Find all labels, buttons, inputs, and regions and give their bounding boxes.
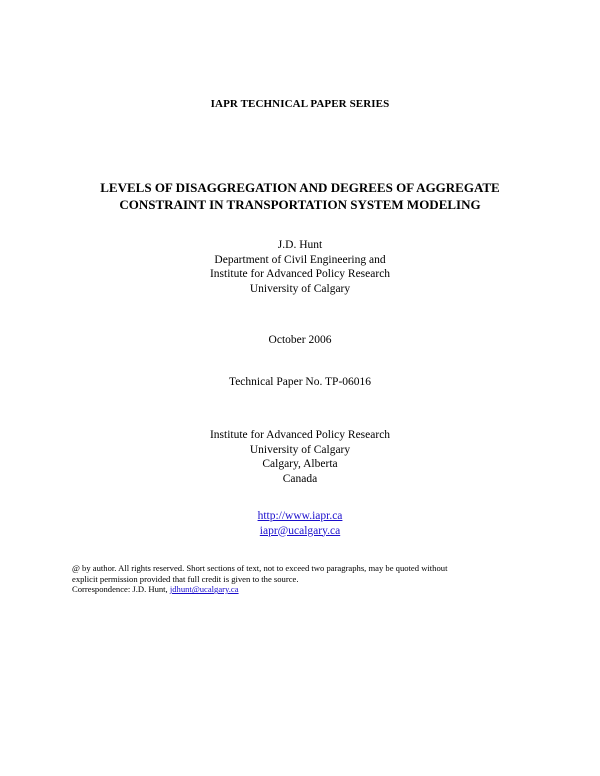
- copyright-footer: [72, 563, 542, 595]
- author-name: J.D. Hunt: [277, 239, 323, 251]
- institution-name: Institute for Advanced Policy Research: [209, 429, 391, 441]
- author-block: [0, 238, 600, 296]
- author-institute: Institute for Advanced Policy Research: [209, 268, 391, 280]
- institution-block: [0, 428, 600, 486]
- correspondence-prefix: Correspondence: J.D. Hunt,: [72, 584, 170, 595]
- author-department: Department of Civil Engineering and: [214, 253, 386, 266]
- title-line-1: LEVELS OF DISAGGREGATION AND DEGREES OF AGGREGATE: [100, 180, 500, 195]
- copyright-line-2: explicit permission provided that full credit is given to the source.: [72, 573, 299, 584]
- institution-country: Canada: [282, 472, 318, 485]
- institution-university: University of Calgary: [249, 443, 351, 456]
- website-link[interactable]: http://www.iapr.ca: [257, 510, 343, 522]
- contact-links: [0, 509, 600, 538]
- copyright-line-1: @ by author. All rights reserved. Short sections of text, not to exceed two paragraphs, may be quoted without: [72, 563, 448, 573]
- series-heading: IAPR TECHNICAL PAPER SERIES: [210, 98, 390, 110]
- institution-city: Calgary, Alberta: [262, 458, 338, 470]
- author-university: University of Calgary: [249, 282, 351, 295]
- paper-number: Technical Paper No. TP-06016: [228, 376, 372, 388]
- email-link[interactable]: iapr@ucalgary.ca: [259, 524, 341, 537]
- correspondence-email-link[interactable]: jdhunt@ucalgary.ca: [169, 584, 239, 595]
- correspondence-line: [72, 584, 542, 595]
- paper-title: [0, 179, 600, 213]
- title-line-2: CONSTRAINT IN TRANSPORTATION SYSTEM MODELING: [119, 197, 481, 212]
- publication-date: October 2006: [268, 334, 332, 346]
